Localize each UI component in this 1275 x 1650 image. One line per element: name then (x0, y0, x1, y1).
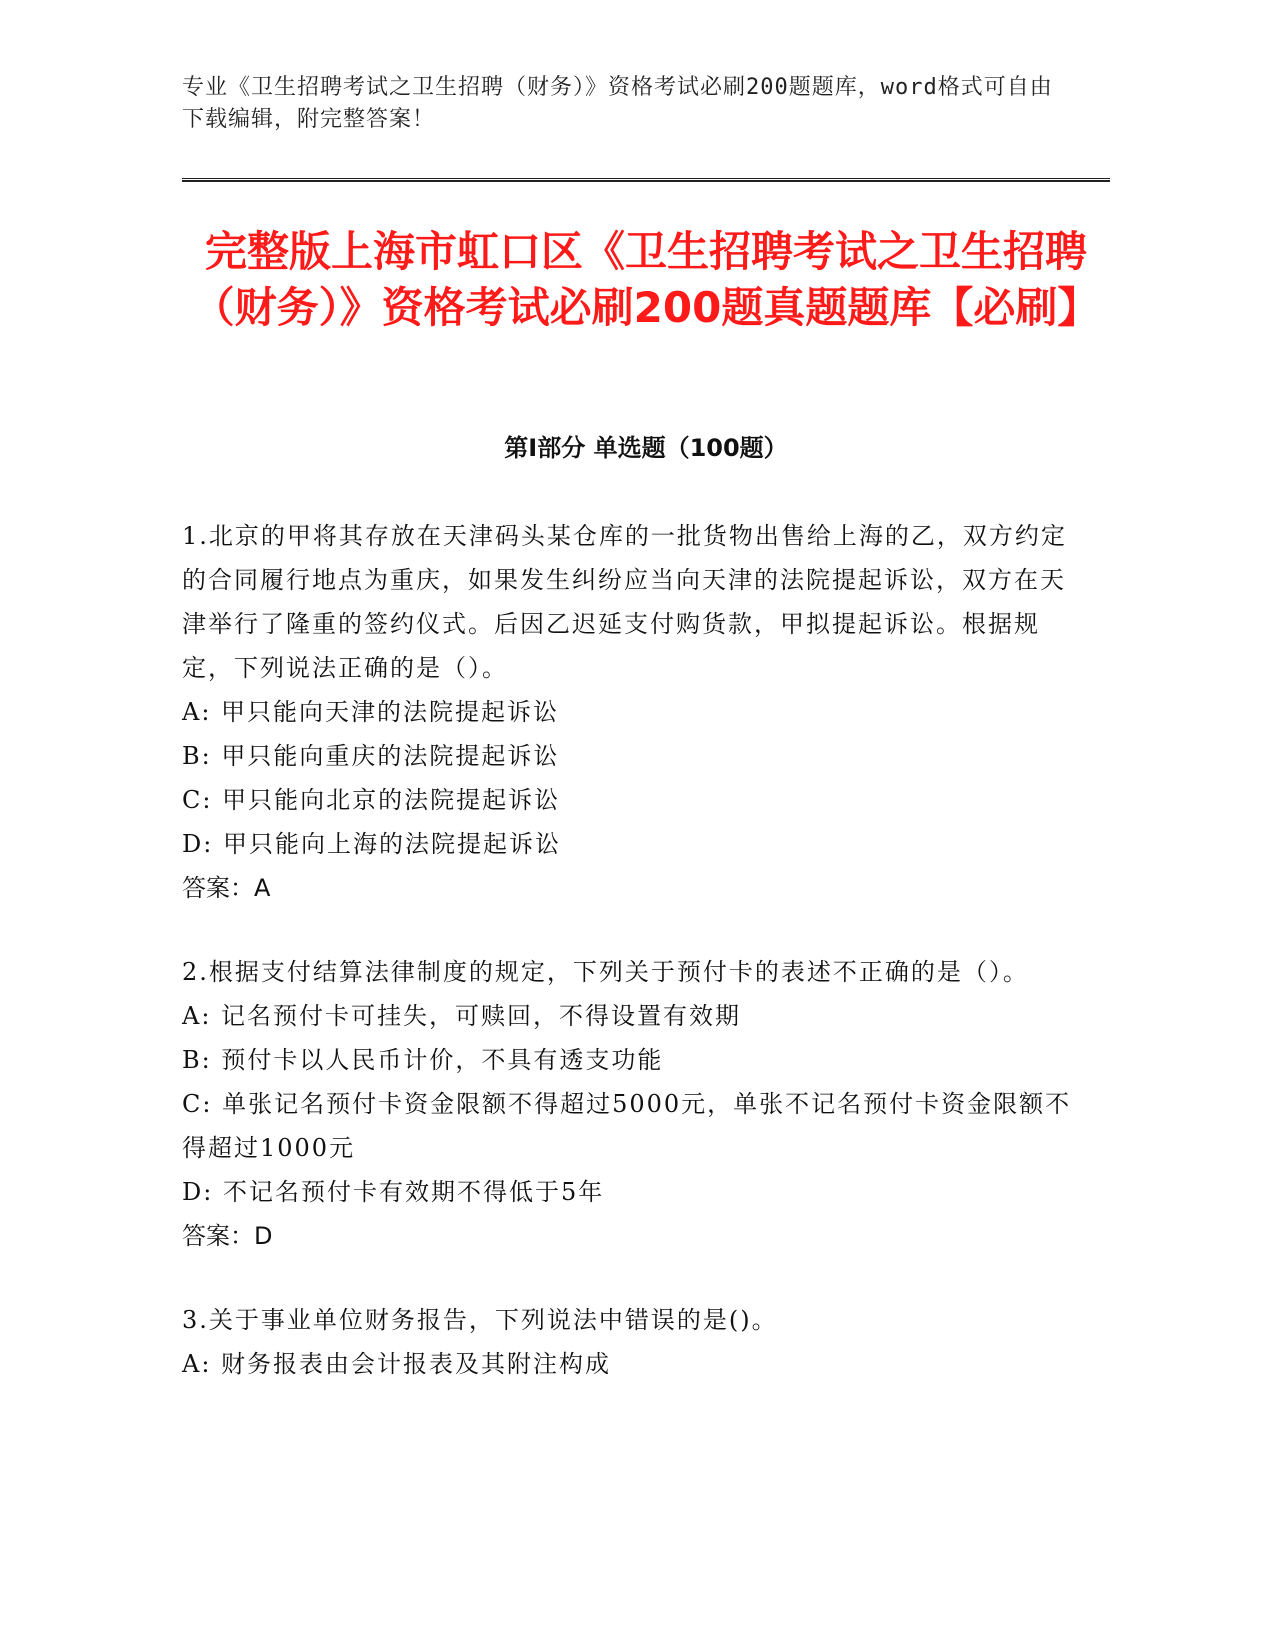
question-list (182, 514, 1082, 1426)
option-c: C: 甲只能向北京的法院提起诉讼 (182, 786, 561, 814)
header-divider (182, 178, 1110, 182)
header-note: 专业《卫生招聘考试之卫生招聘（财务）》资格考试必刷200题题库，word格式可自由下载编辑，附完整答案！ (182, 75, 1053, 132)
answer: 答案：A (182, 874, 271, 902)
question-1 (182, 514, 1082, 910)
option-a: A: 财务报表由会计报表及其附注构成 (182, 1350, 612, 1378)
answer: 答案：D (182, 1222, 273, 1250)
option-b: B: 预付卡以人民币计价，不具有透支功能 (182, 1046, 664, 1074)
option-d: D: 不记名预付卡有效期不得低于5年 (182, 1178, 605, 1206)
option-a: A: 记名预付卡可挂失，可赎回，不得设置有效期 (182, 1002, 742, 1030)
document-title: 完整版上海市虹口区《卫生招聘考试之卫生招聘（财务）》资格考试必刷200题真题题库【必刷】 (192, 227, 1100, 332)
section-heading: 第I部分 单选题（100题） (504, 434, 788, 462)
option-d: D: 甲只能向上海的法院提起诉讼 (182, 830, 561, 858)
question-2 (182, 950, 1082, 1258)
question-stem: 1.北京的甲将其存放在天津码头某仓库的一批货物出售给上海的乙，双方约定的合同履行地点为重庆，如果发生纠纷应当向天津的法院提起诉讼，双方在天津举行了隆重的签约仪式。后因乙迟延支付购货款，甲拟提起诉讼。根据规定，下列说法正确的是（）。 (182, 522, 1067, 682)
option-b: B: 甲只能向重庆的法院提起诉讼 (182, 742, 560, 770)
question-stem: 2.根据支付结算法律制度的规定，下列关于预付卡的表述不正确的是（）。 (182, 958, 1029, 986)
option-c: C: 单张记名预付卡资金限额不得超过5000元，单张不记名预付卡资金限额不得超过1000元 (182, 1090, 1072, 1162)
option-a: A: 甲只能向天津的法院提起诉讼 (182, 698, 560, 726)
question-stem: 3.关于事业单位财务报告，下列说法中错误的是()。 (182, 1306, 778, 1334)
question-3 (182, 1298, 1082, 1386)
